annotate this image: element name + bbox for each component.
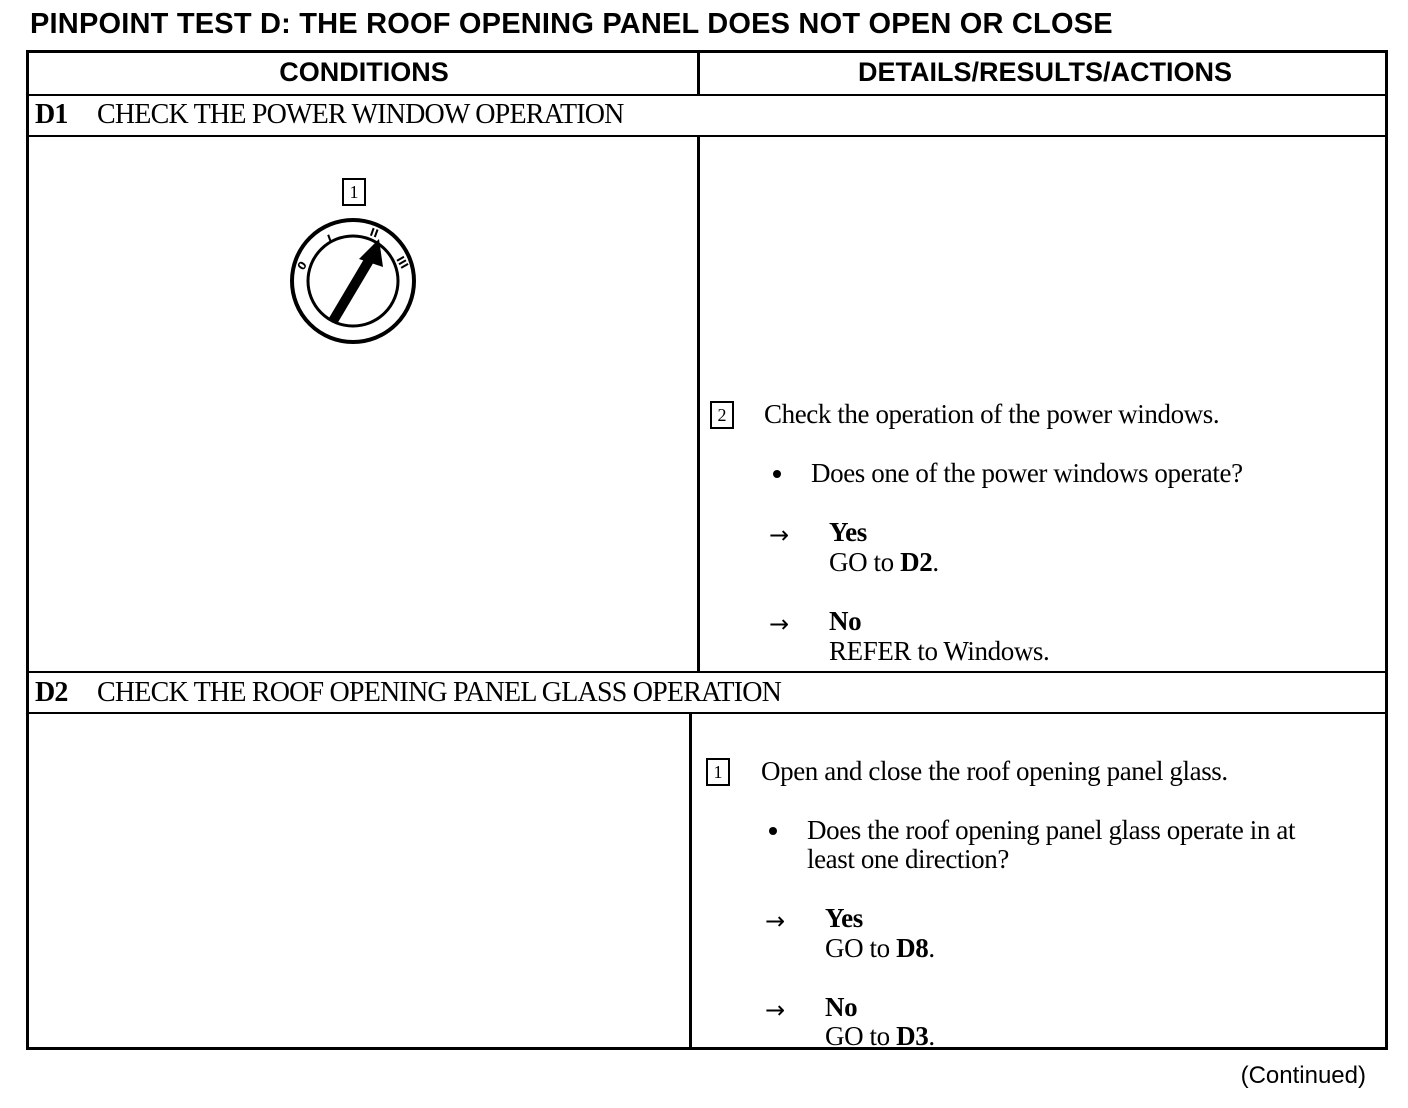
d1-bottom-divider [29, 671, 1385, 673]
column-header-details: DETAILS/RESULTS/ACTIONS [857, 57, 1232, 87]
pinpoint-test-table [26, 50, 1388, 1050]
bullet-icon [773, 470, 781, 478]
action-number-box: 1 [706, 758, 730, 786]
answer-no: No [829, 606, 862, 636]
answer-yes: Yes [825, 903, 863, 933]
position-mark-1: I [325, 232, 334, 246]
answer-yes: Yes [829, 517, 867, 547]
position-mark-3: III [393, 254, 411, 272]
d1-heading-divider [29, 135, 1385, 137]
step-d1-code: D1 [35, 99, 68, 130]
ignition-switch-icon [283, 215, 423, 345]
step-d2-heading [35, 677, 781, 709]
action-text: Check the operation of the power windows. [764, 399, 1220, 429]
step-d2-title: CHECK THE ROOF OPENING PANEL GLASS OPERATION [97, 677, 782, 708]
arrow-right-icon: → [765, 996, 786, 1024]
figure-callout-1: 1 [342, 178, 366, 206]
action-text: Open and close the roof opening panel glass. [761, 756, 1228, 786]
page-title: PINPOINT TEST D: THE ROOF OPENING PANEL DOES NOT OPEN OR CLOSE [30, 8, 1113, 40]
d2-column-divider [689, 712, 692, 1050]
outcome-yes-action: GO to D8. [825, 933, 935, 963]
d1-column-divider [697, 135, 700, 671]
d2-heading-divider [29, 712, 1385, 714]
column-header-conditions: CONDITIONS [279, 57, 449, 87]
header-column-divider [697, 53, 700, 94]
question-text: Does one of the power windows operate? [811, 458, 1243, 488]
question-text-line-1: Does the roof opening panel glass operate in at [807, 815, 1296, 845]
step-d1-title: CHECK THE POWER WINDOW OPERATION [97, 99, 624, 130]
question-text-line-2: least one direction? [807, 844, 1009, 874]
outcome-no-action: REFER to Windows. [829, 636, 1050, 666]
arrow-right-icon: → [769, 610, 790, 638]
header-divider [29, 94, 1385, 96]
step-d1-heading [35, 99, 624, 131]
position-mark-2: II [367, 225, 381, 241]
outcome-yes-action: GO to D2. [829, 547, 939, 577]
action-number-box: 2 [710, 401, 734, 429]
outcome-no-action: GO to D3. [825, 1021, 935, 1051]
position-mark-0: 0 [294, 258, 310, 273]
arrow-right-icon: → [769, 521, 790, 549]
answer-no: No [825, 992, 858, 1022]
step-d2-code: D2 [35, 677, 68, 708]
bullet-icon [769, 827, 777, 835]
arrow-right-icon: → [765, 907, 786, 935]
continued-note: (Continued) [1240, 1062, 1366, 1089]
